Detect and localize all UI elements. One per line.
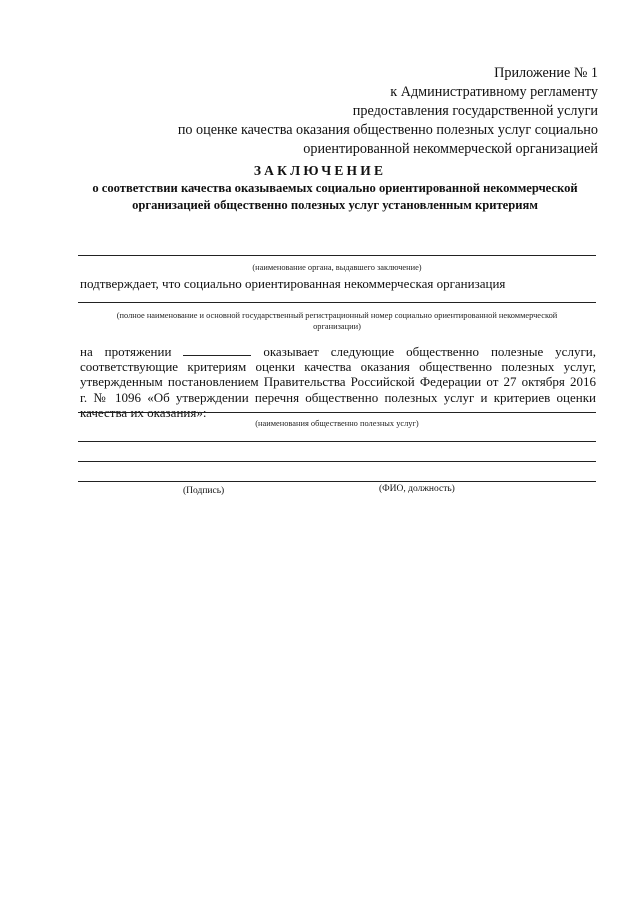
header-line-1: Приложение № 1	[494, 65, 598, 81]
header-line-3: предоставления государственной услуги	[352, 103, 598, 119]
paragraph-line-5: качества их оказания»:	[80, 404, 207, 420]
confirm-statement: подтверждает, что социально ориентированная некоммерческая организация	[80, 276, 506, 291]
appendix-header	[138, 64, 598, 159]
period-input[interactable]	[183, 344, 251, 356]
subtitle-line-2: организацией общественно полезных услуг установленным критериям	[132, 198, 538, 212]
organization-caption-line-1: (полное наименование и основной государственный регистрационный номер социально ориентированной некоммерческой	[116, 311, 558, 320]
services-line-3[interactable]	[78, 461, 596, 462]
services-caption: (наименования общественно полезных услуг)	[255, 419, 419, 428]
header-line-5: ориентированной некоммерческой организацией	[303, 141, 598, 157]
services-paragraph	[80, 344, 596, 420]
paragraph-line-2: соответствующие критериям оценки качества оказания общественно полезных услуг,	[80, 359, 596, 375]
paragraph-line-3: утвержденным постановлением Правительства Российской Федерации от 27 октября 2016	[80, 374, 596, 390]
subtitle-line-1: о соответствии качества оказываемых социально ориентированной некоммерческой	[92, 181, 578, 195]
document-subtitle	[70, 180, 600, 214]
period-label: на протяжении	[80, 344, 172, 359]
services-line-4[interactable]	[78, 481, 596, 482]
header-line-4: по оценке качества оказания общественно полезных услуг социально	[177, 122, 598, 138]
paragraph-line-1-end: оказывает следующие общественно полезные услуги,	[263, 344, 596, 359]
services-line-2[interactable]	[78, 441, 596, 442]
paragraph-line-4: г. № 1096 «Об утверждении перечня общественно полезных услуг и критериев оценки	[80, 389, 596, 405]
services-line-1[interactable]	[78, 412, 596, 413]
organ-name-line[interactable]	[78, 255, 596, 256]
signature-label: (Подпись)	[183, 486, 225, 496]
organization-caption-line-2: организации)	[313, 322, 361, 331]
header-line-2: к Административному регламенту	[390, 84, 598, 100]
name-position-label: (ФИО, должность)	[379, 484, 455, 494]
paragraph-line-1	[80, 344, 596, 359]
document-title: ЗАКЛЮЧЕНИЕ	[253, 163, 387, 178]
organization-name-caption	[78, 310, 596, 332]
organization-name-line[interactable]	[78, 302, 596, 303]
organ-name-caption: (наименование органа, выдавшего заключение)	[252, 263, 422, 272]
